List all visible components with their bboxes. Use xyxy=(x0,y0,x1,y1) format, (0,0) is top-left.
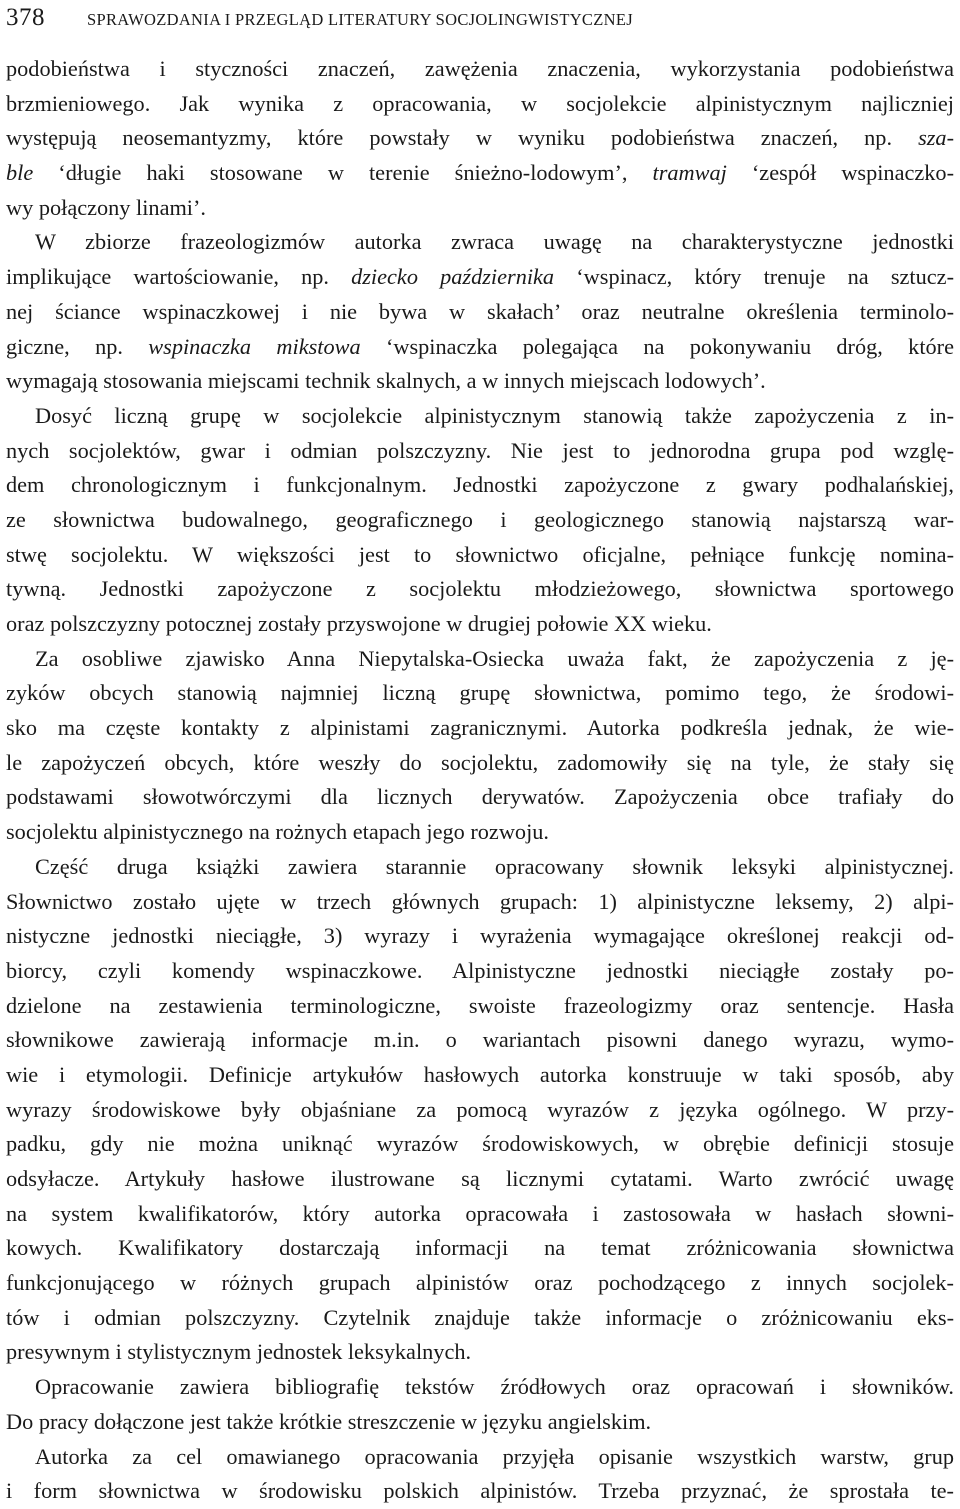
italic-term: dziecko października xyxy=(351,264,555,290)
text-run: zyków obcych stanowią najmniej liczną grupę słownictwa, pomimo tego, że środowi- xyxy=(6,680,954,706)
running-head-title: SPRAWOZDANIA I PRZEGLĄD LITERATURY SOCJOLINGWISTYCZNEJ xyxy=(87,10,633,29)
paragraph xyxy=(6,52,954,225)
paragraph xyxy=(6,1370,954,1439)
text-run: brzmieniowego. Jak wynika z opracowania, w socjolekcie alpinistycznym najliczniej xyxy=(6,90,954,116)
text-line xyxy=(6,538,954,573)
text-run: Część druga książki zawiera starannie opracowany słownik leksyki alpinistycznej. xyxy=(35,853,954,879)
italic-term: sza- xyxy=(918,125,954,151)
text-run: nych socjolektów, gwar i odmian polszczyzny. Nie jest to jednorodna grupa pod wzglę- xyxy=(6,437,954,463)
text-run: W zbiorze frazeologizmów autorka zwraca uwagę na charakterystyczne jednostki xyxy=(35,229,954,255)
text-line xyxy=(6,1440,954,1475)
text-line xyxy=(6,225,954,260)
text-line xyxy=(6,1162,954,1197)
text-line xyxy=(6,1023,954,1058)
text-line xyxy=(6,156,954,191)
text-run: biorcy, czyli komendy wspinaczkowe. Alpinistyczne jednostki nieciągłe zostały po- xyxy=(6,957,954,983)
text-line xyxy=(6,364,954,399)
text-run: podstawami słowotwórczymi dla licznych derywatów. Zapożyczenia obce trafiały do xyxy=(6,784,954,810)
text-line xyxy=(6,885,954,920)
text-line xyxy=(6,1127,954,1162)
text-line xyxy=(6,503,954,538)
text-line xyxy=(6,1197,954,1232)
text-run: padku, gdy nie można uniknąć wyrazów środowiskowych, w obrębie definicji stosuje xyxy=(6,1131,954,1157)
text-run: Dosyć liczną grupę w socjolekcie alpinistycznym stanowią także zapożyczenia z in- xyxy=(35,402,954,428)
text-run: dem chronologicznym i funkcjonalnym. Jednostki zapożyczone z gwary podhalańskiej, xyxy=(6,472,954,498)
text-line xyxy=(6,676,954,711)
italic-term: ble xyxy=(6,160,34,186)
text-run: wymagają stosowania miejscami technik skalnych, a w innych miejscach lodowych’. xyxy=(6,368,766,394)
text-line xyxy=(6,52,954,87)
text-run: funkcjonującego w różnych grupach alpinistów oraz pochodzącego z innych socjolek- xyxy=(6,1270,954,1296)
text-run: Autorka za cel omawianego opracowania przyjęła opisanie wszystkich warstw, grup xyxy=(35,1443,954,1469)
text-run: le zapożyczeń obcych, które weszły do socjolektu, zadomowiły się na tyle, że stały się xyxy=(6,749,954,775)
text-line xyxy=(6,1266,954,1301)
text-line xyxy=(6,1370,954,1405)
text-run: odsyłacze. Artykuły hasłowe ilustrowane są licznymi cytatami. Warto zwrócić uwagę xyxy=(6,1166,954,1191)
text-run: sko ma częste kontakty z alpinistami zagranicznymi. Autorka podkreśla jednak, że wie- xyxy=(6,715,954,741)
text-run: wy połączony linami’. xyxy=(6,194,206,220)
text-run: tywną. Jednostki zapożyczone z socjolektu młodzieżowego, słownictwa sportowego xyxy=(6,576,954,602)
running-header xyxy=(6,4,954,36)
text-run: giczne, np. xyxy=(6,333,149,359)
text-run: nistyczne jednostki nieciągłe, 3) wyrazy i wyrażenia wymagające określonej reakcji od- xyxy=(6,923,954,949)
text-line xyxy=(6,191,954,226)
text-run: implikujące wartościowanie, np. xyxy=(6,264,352,290)
text-line xyxy=(6,850,954,885)
text-line xyxy=(6,780,954,815)
text-line xyxy=(6,399,954,434)
text-run: Za osobliwe zjawisko Anna Niepytalska-Osiecka uważa fakt, że zapożyczenia z ję- xyxy=(35,645,954,671)
text-line xyxy=(6,121,954,156)
text-run: socjolektu alpinistycznego na rożnych etapach jego rozwoju. xyxy=(6,819,549,845)
text-run: stwę socjolektu. W większości jest to słownictwo oficjalne, pełniące funkcję nomina- xyxy=(6,541,954,567)
text-run: wie i etymologii. Definicje artykułów hasłowych autorka konstruuje w taki sposób, aby xyxy=(6,1061,954,1087)
text-line xyxy=(6,711,954,746)
text-line xyxy=(6,815,954,850)
paragraph xyxy=(6,399,954,642)
paragraph xyxy=(6,850,954,1370)
text-run: Słownictwo zostało ujęte w trzech głównych grupach: 1) alpinistyczne leksemy, 2) alpi- xyxy=(6,888,954,914)
text-run: podobieństwa i styczności znaczeń, zawężenia znaczenia, wykorzystania podobieństwa xyxy=(6,56,954,81)
text-run: ‘zespół wspinaczko- xyxy=(726,160,954,186)
text-run: na system kwalifikatorów, który autorka opracowała i zastosowała w hasłach słowni- xyxy=(6,1200,954,1226)
text-line xyxy=(6,989,954,1024)
text-run: i form słownictwa w środowisku polskich alpinistów. Trzeba przyznać, że sprostała te- xyxy=(6,1478,954,1504)
text-run: kowych. Kwalifikatory dostarczają informacji na temat zróżnicowania słownictwa xyxy=(6,1235,954,1261)
text-line xyxy=(6,1058,954,1093)
text-line xyxy=(6,1301,954,1336)
paragraph xyxy=(6,642,954,850)
paragraph xyxy=(6,225,954,398)
italic-term: wspinaczka mikstowa xyxy=(148,333,361,359)
text-line xyxy=(6,642,954,677)
text-line xyxy=(6,1474,954,1509)
text-line xyxy=(6,260,954,295)
text-line xyxy=(6,434,954,469)
text-run: ‘wspinaczka polegająca na pokonywaniu dróg, które xyxy=(360,333,954,359)
text-line xyxy=(6,1231,954,1266)
text-line xyxy=(6,746,954,781)
paragraph xyxy=(6,1440,954,1509)
text-line xyxy=(6,295,954,330)
text-run: nej ściance wspinaczkowej i nie bywa w skałach’ oraz neutralne określenia terminolo- xyxy=(6,298,954,324)
text-line xyxy=(6,919,954,954)
text-run: Opracowanie zawiera bibliografię tekstów źródłowych oraz opracowań i słowników. xyxy=(35,1374,954,1400)
text-line xyxy=(6,572,954,607)
text-run: ‘wspinacz, który trenuje na sztucz- xyxy=(554,264,954,290)
text-line xyxy=(6,607,954,642)
text-line xyxy=(6,954,954,989)
page-number: 378 xyxy=(6,4,45,31)
article-body xyxy=(6,52,954,1509)
text-line xyxy=(6,330,954,365)
text-line xyxy=(6,87,954,122)
text-run: słownikowe zawierają informacje m.in. o wariantach pisowni danego wyrazu, wymo- xyxy=(6,1027,954,1053)
text-line xyxy=(6,1335,954,1370)
text-run: ze słownictwa budowalnego, geograficznego i geologicznego stanowią najstarszą war- xyxy=(6,506,954,532)
text-run: Do pracy dołączone jest także krótkie streszczenie w języku angielskim. xyxy=(6,1408,652,1434)
text-run: ‘długie haki stosowane w terenie śnieżno-lodowym’, xyxy=(33,160,653,186)
text-run: presywnym i stylistycznym jednostek leksykalnych. xyxy=(6,1339,472,1365)
text-run: występują neosemantyzmy, które powstały w wyniku podobieństwa znaczeń, np. xyxy=(6,125,919,151)
text-line xyxy=(6,1405,954,1440)
text-line xyxy=(6,468,954,503)
text-run: tów i odmian polszczyzny. Czytelnik znajduje także informacje o zróżnicowaniu eks- xyxy=(6,1304,954,1330)
italic-term: tramwaj xyxy=(652,160,727,186)
text-run: wyrazy środowiskowe były objaśniane za pomocą wyrazów z języka ogólnego. W przy- xyxy=(6,1096,954,1122)
text-run: oraz polszczyzny potocznej zostały przyswojone w drugiej połowie XX wieku. xyxy=(6,611,712,636)
text-run: dzielone na zestawienia terminologiczne, swoiste frazeologizmy oraz sentencje. Hasła xyxy=(6,992,954,1018)
text-line xyxy=(6,1093,954,1128)
